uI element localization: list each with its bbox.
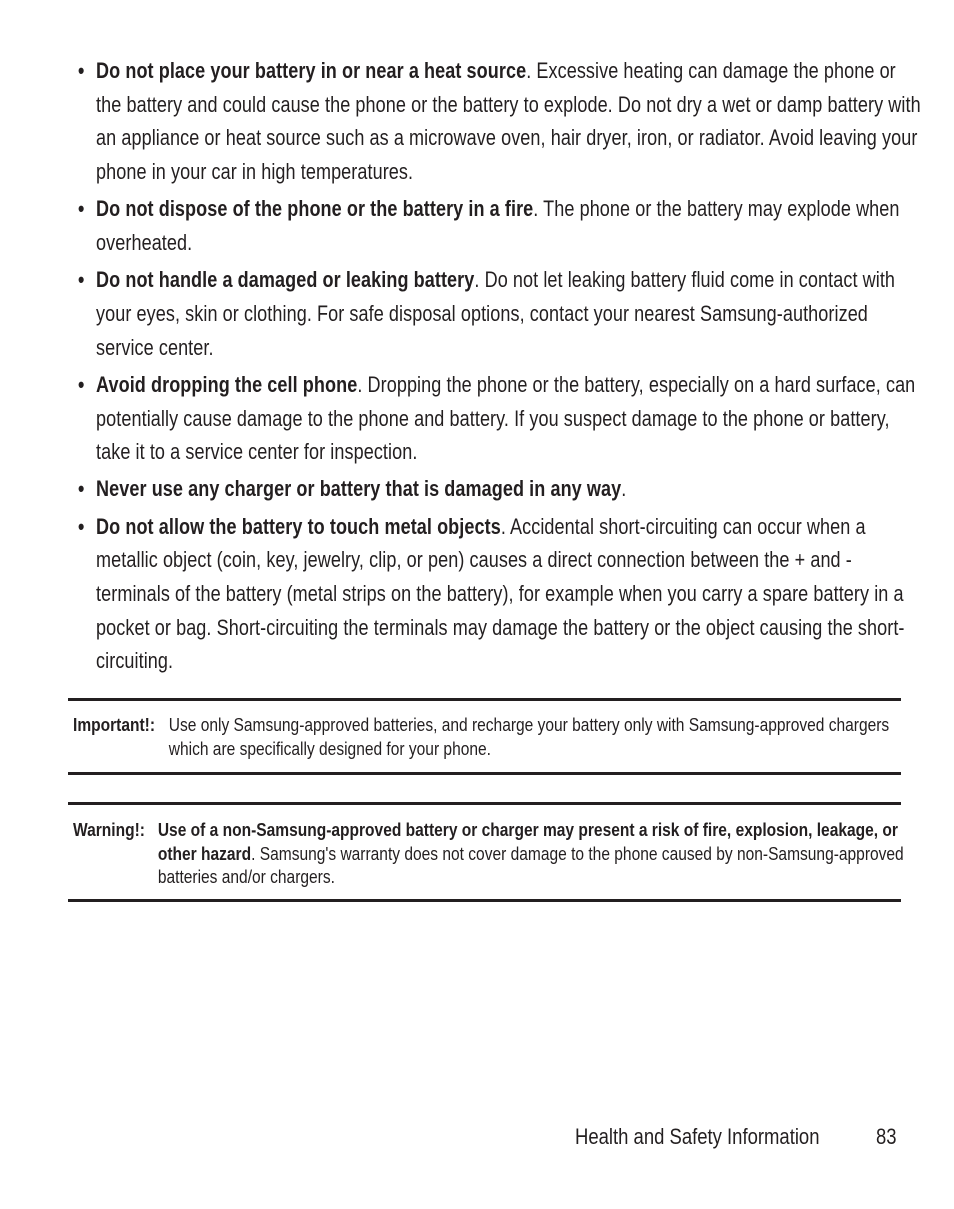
bullet-damaged-charger [78, 472, 926, 506]
warning-label: Warning!: [73, 819, 145, 840]
footer-section-title: Health and Safety Information [575, 1124, 820, 1149]
bullet-glyph: • [78, 58, 85, 83]
bullet-glyph: • [78, 196, 85, 222]
bullet-text: . [621, 476, 627, 502]
bullet-glyph: • [78, 513, 85, 539]
warning-note-body [73, 818, 905, 889]
bullet-text: . Excessive heating can damage the phone or the battery and could cause the phone or the battery to explode. Do not dry a wet or damp battery with an appliance or heat source such as a microwave oven, hair dryer, iron, or radiator. Avoid leaving your phone in your car in high temperatures. [96, 58, 921, 185]
page-number: 83 [876, 1124, 897, 1149]
warning-text: . Samsung's warranty does not cover damage to the phone caused by non-Samsung-approved batteries and/or chargers. [157, 842, 904, 887]
warning-text-block [73, 818, 905, 889]
bullet-heat-source [78, 54, 926, 189]
bullet-lead: Do not place your battery in or near a heat source [96, 58, 527, 83]
important-note [68, 698, 901, 775]
warning-note [68, 802, 904, 902]
warning-strong: Use of a non-Samsung-approved battery or charger may present a risk of fire, explosion, leakage, or other hazard [157, 819, 898, 864]
bullet-dropping [78, 368, 926, 469]
page-footer [0, 1124, 954, 1156]
bullet-lead: Do not allow the battery to touch metal objects [96, 513, 501, 539]
bullet-glyph: • [78, 371, 85, 397]
safety-bullet-list [78, 54, 921, 682]
bullet-lead: Do not handle a damaged or leaking battery [96, 267, 475, 293]
bullet-glyph: • [78, 476, 85, 502]
bullet-lead: Do not dispose of the phone or the battery in a fire [96, 196, 534, 222]
important-label: Important!: [73, 714, 156, 735]
important-note-body [73, 713, 905, 760]
bullet-text: . The phone or the battery may explode when overheated. [96, 196, 900, 256]
bullet-lead: Avoid dropping the cell phone [96, 371, 358, 397]
bullet-leaking-battery [78, 263, 926, 364]
important-text: Use only Samsung-approved batteries, and recharge your battery only with Samsung-approved chargers which are specifically designed for your phone. [168, 714, 890, 759]
bullet-metal-objects [78, 510, 926, 679]
bullet-lead: Never use any charger or battery that is damaged in any way [96, 476, 622, 502]
bullet-fire [78, 192, 926, 259]
bullet-text: . Dropping the phone or the battery, especially on a hard surface, can potentially cause damage to the phone and battery. If you suspect damage to the phone or battery, take it to a service center for inspection. [96, 371, 916, 465]
bullet-text: . Do not let leaking battery fluid come in contact with your eyes, skin or clothing. For safe disposal options, contact your nearest Samsung-authorized service center. [96, 267, 896, 360]
bullet-glyph: • [78, 267, 85, 293]
bullet-text: . Accidental short-circuiting can occur when a metallic object (coin, key, jewelry, clip, or pen) causes a direct connection between the + and - terminals of the battery (metal strips on the battery), for example when you carry a spare battery in a pocket or bag. Short-circuiting the terminals may damage the battery or the object causing the short-circuiting. [96, 513, 905, 674]
